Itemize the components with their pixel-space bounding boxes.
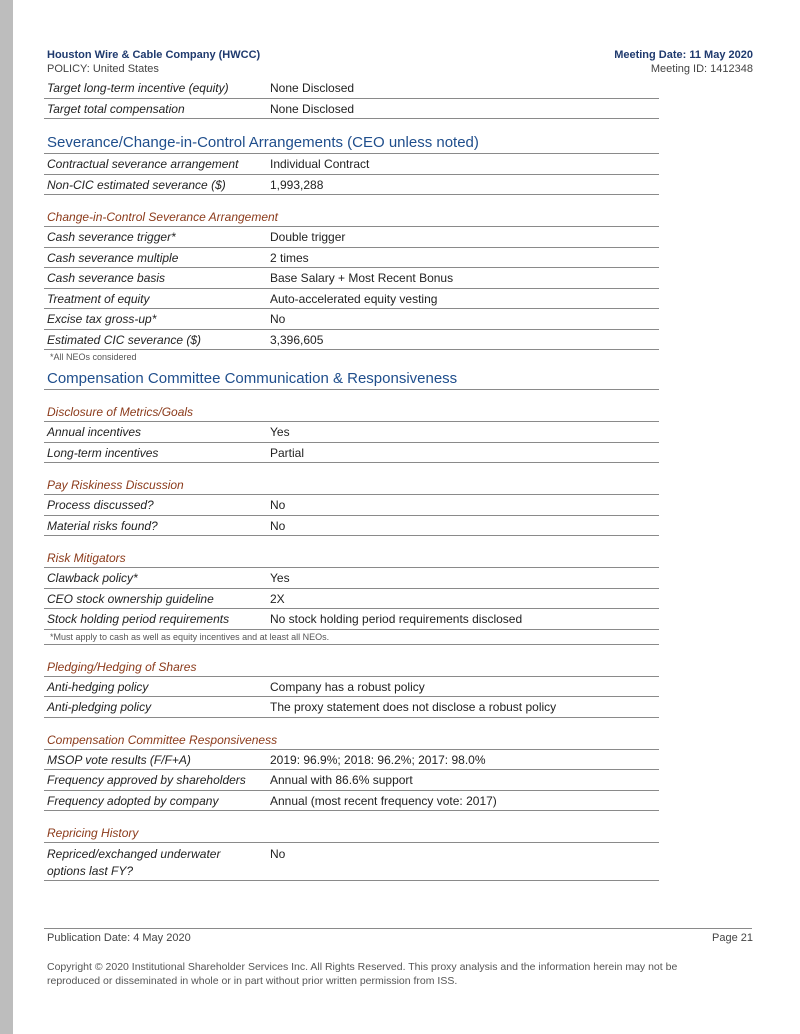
row-value: No — [270, 312, 286, 326]
row-label: Contractual severance arrangement — [47, 157, 239, 171]
row-label: Process discussed? — [47, 498, 154, 512]
row-value: None Disclosed — [270, 81, 355, 95]
row-value: Base Salary + Most Recent Bonus — [270, 271, 454, 285]
subsection-title-metrics: Disclosure of Metrics/Goals — [44, 405, 659, 422]
table-row — [44, 568, 659, 589]
row-value: Partial — [270, 445, 305, 460]
meeting-date-value: 11 May 2020 — [689, 49, 753, 61]
row-label: Non-CIC estimated severance ($) — [47, 177, 226, 192]
row-label: Clawback policy* — [47, 571, 138, 585]
copyright-notice — [47, 960, 737, 988]
row-value: 3,396,605 — [270, 332, 324, 347]
subsection-title-repricing: Repricing History — [44, 826, 659, 843]
row-label-line: Repriced/exchanged underwater — [47, 847, 221, 861]
table-row — [44, 248, 659, 269]
table-row — [44, 843, 659, 881]
table-row — [44, 330, 659, 351]
left-margin-bar — [0, 0, 13, 1034]
table-row — [44, 175, 659, 196]
copyright-line: reproduced or disseminated in whole or in part without prior written permission from ISS. — [47, 975, 458, 987]
row-label: Material risks found? — [47, 518, 158, 533]
table-row — [44, 154, 659, 175]
table-row — [44, 697, 659, 718]
table-row — [44, 589, 659, 610]
row-value: Yes — [270, 571, 290, 585]
subsection-title-pledging: Pledging/Hedging of Shares — [44, 660, 659, 677]
meeting-date-label: Meeting Date: — [614, 49, 687, 61]
subsection-title-responsiveness: Compensation Committee Responsiveness — [44, 733, 659, 750]
row-label: Target total compensation — [47, 101, 185, 116]
row-value: The proxy statement does not disclose a robust policy — [270, 700, 557, 714]
table-row — [44, 227, 659, 248]
footnote-neos: *All NEOs considered — [50, 352, 137, 362]
row-value: 1,993,288 — [270, 177, 324, 192]
row-label: Cash severance trigger* — [47, 230, 176, 244]
table-row — [44, 78, 659, 99]
row-value: 2 times — [270, 250, 309, 265]
row-label: Target long-term incentive (equity) — [47, 81, 229, 95]
page-content — [44, 78, 659, 881]
table-row — [44, 495, 659, 516]
row-value: No stock holding period requirements disclosed — [270, 612, 523, 626]
row-label-line: options last FY? — [47, 864, 134, 878]
row-value: No — [270, 847, 286, 861]
table-row — [44, 309, 659, 330]
row-label: Long-term incentives — [47, 445, 159, 460]
row-label: Anti-pledging policy — [47, 700, 152, 714]
page-number: Page 21 — [712, 932, 753, 944]
meeting-id: Meeting ID: 1412348 — [650, 63, 753, 75]
header-left — [47, 49, 260, 76]
row-value: 2X — [270, 591, 285, 606]
subsection-title-risk: Pay Riskiness Discussion — [44, 478, 659, 495]
footnote-clawback: *Must apply to cash as well as equity incentives and at least all NEOs. — [44, 630, 659, 645]
table-row — [44, 609, 659, 630]
table-row — [44, 516, 659, 537]
row-value: Yes — [270, 425, 290, 439]
row-value: 2019: 96.9%; 2018: 96.2%; 2017: 98.0% — [270, 752, 486, 767]
company-name: Houston Wire & Cable Company (HWCC) — [47, 49, 261, 61]
section-title-committee: Compensation Committee Communication & Responsiveness — [44, 370, 659, 390]
row-value: Annual (most recent frequency vote: 2017) — [270, 793, 497, 808]
row-value: Company has a robust policy — [270, 679, 425, 694]
row-label: Excise tax gross-up* — [47, 312, 157, 326]
row-label: Anti-hedging policy — [47, 679, 149, 694]
meeting-date — [614, 49, 753, 62]
table-row — [44, 677, 659, 698]
row-label: Estimated CIC severance ($) — [47, 332, 202, 347]
row-label: Frequency approved by shareholders — [47, 773, 246, 787]
row-value: Double trigger — [270, 230, 346, 244]
table-row — [44, 289, 659, 310]
row-value: None Disclosed — [270, 101, 355, 116]
table-row — [44, 750, 659, 771]
table-row — [44, 443, 659, 464]
row-label: MSOP vote results (F/F+A) — [47, 752, 191, 767]
table-row — [44, 422, 659, 443]
publication-date: Publication Date: 4 May 2020 — [47, 932, 191, 944]
table-row — [44, 99, 659, 120]
row-value: Individual Contract — [270, 157, 370, 171]
header-right — [614, 49, 753, 76]
row-value: Auto-accelerated equity vesting — [270, 291, 438, 306]
row-value: Annual with 86.6% support — [270, 773, 413, 787]
row-value: No — [270, 518, 286, 533]
row-label — [44, 843, 270, 880]
row-value: No — [270, 498, 286, 512]
row-label: Stock holding period requirements — [47, 612, 230, 626]
footer-divider — [44, 928, 752, 929]
row-label: CEO stock ownership guideline — [47, 591, 214, 606]
policy-label: POLICY: United States — [47, 63, 159, 75]
subsection-title-cic: Change-in-Control Severance Arrangement — [44, 210, 659, 227]
row-label: Treatment of equity — [47, 291, 150, 306]
section-title-severance: Severance/Change-in-Control Arrangements (CEO unless noted) — [44, 134, 659, 154]
subsection-title-mitigators: Risk Mitigators — [44, 551, 659, 568]
table-row — [44, 268, 659, 289]
table-row — [44, 770, 659, 791]
row-label: Cash severance multiple — [47, 250, 179, 265]
table-row — [44, 791, 659, 812]
copyright-line: Copyright © 2020 Institutional Shareholder Services Inc. All Rights Reserved. This proxy analysis and the information herein may not be — [47, 961, 678, 973]
row-label: Cash severance basis — [47, 271, 166, 285]
row-label: Frequency adopted by company — [47, 793, 219, 808]
row-label: Annual incentives — [47, 425, 142, 439]
